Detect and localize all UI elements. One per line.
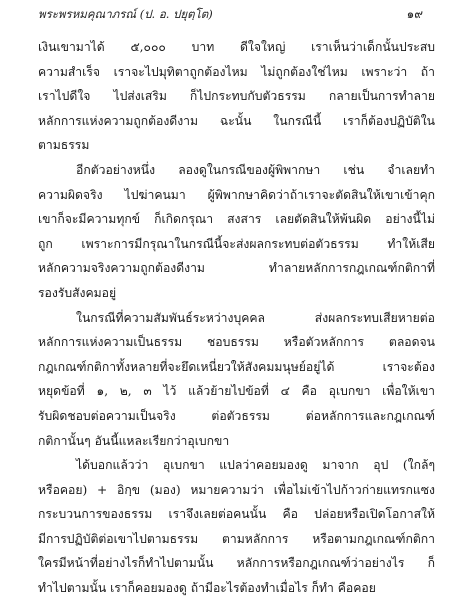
text-line: ความสำเร็จ เราจะไปมุทิตาถูกต้องไหม ไม่ถูกต้องใช่ไหม เพราะว่า ถ้า (38, 64, 435, 79)
paragraph (38, 35, 435, 158)
text-line: ตามธรรม (38, 138, 90, 153)
text-line: รองรับสังคมอยู่ (38, 285, 117, 300)
paragraph (38, 306, 435, 454)
text-line: กติกานั้นๆ อันนี้แหละเรียกว่าอุเบกขา (38, 433, 230, 448)
running-header (38, 5, 423, 23)
text-line: หลักการแห่งความเป็นธรรม ชอบธรรม หรือตัวหลักการ ตลอดจน (38, 335, 435, 350)
text-line: ได้บอกแล้วว่า อุเบกขา แปลว่าคอยมองดู มาจาก อุป (ใกล้ๆ (76, 458, 435, 473)
text-line: รับผิดชอบต่อความเป็นจริง ต่อตัวธรรม ต่อหลักการและกฎเกณฑ์ (38, 408, 435, 423)
text-line: ใครมีหน้าที่อย่างไรก็ทำไปตามนั้น หลักการหรือกฎเกณฑ์ว่าอย่างไร ก็ (38, 556, 435, 571)
text-line: เงินเขามาได้ ๕,๐๐๐ บาท ดีใจใหญ่ เราเห็นว่าเด็กนั้นประสบ (38, 40, 435, 54)
running-header-title: พระพรหมคุณาภรณ์ (ป. อ. ปยุตฺโต) (38, 7, 213, 21)
body-text (38, 35, 435, 601)
paragraph (38, 158, 435, 306)
text-line: ความผิดจริง ไปฆ่าคนมา ผู้พิพากษาคิดว่าถ้าเราจะตัดสินให้เขาเข้าคุก (38, 187, 435, 202)
paragraph (38, 453, 435, 601)
text-line: หลักความจริงความถูกต้องดีงาม ทำลายหลักการกฎเกณฑ์กติกาที่ (38, 261, 435, 276)
text-line: เราไปดีใจ ไปส่งเสริม ก็ไปกระทบกับตัวธรรม กลายเป็นการทำลาย (38, 89, 435, 104)
text-line: เขาก็จะมีความทุกข์ ก็เกิดกรุณา สงสาร เลยตัดสินให้พ้นผิด อย่างนี้ไม่ (38, 212, 435, 227)
text-line: ทำไปตามนั้น เราก็คอยมองดู ถ้ามีอะไรต้องทำเมื่อไร ก็ทำ คือคอย (38, 581, 376, 596)
text-line: อีกตัวอย่างหนึ่ง ลองดูในกรณีของผู้พิพากษา เช่น จำเลยทำ (76, 162, 435, 177)
text-line: มีการปฏิบัติต่อเขาไปตามธรรม ตามหลักการ หรือตามกฎเกณฑ์กติกา (38, 531, 435, 546)
text-line: กระบวนการของธรรม เราจึงเลยต่อคนนั้น คือ ปล่อยหรือเปิดโอกาสให้ (38, 507, 435, 522)
text-line: ในกรณีที่ความสัมพันธ์ระหว่างบุคคล ส่งผลกระทบเสียหายต่อ (76, 310, 435, 325)
text-line: หรือคอย) + อิกฺข (มอง) หมายความว่า เพื่อไม่เข้าไปก้าวก่ายแทรกแซง (38, 482, 435, 497)
text-line: หยุดข้อที่ ๑, ๒, ๓ ไว้ แล้วย้ายไปข้อที่ ๔ คือ อุเบกขา เพื่อให้เขา (38, 384, 435, 399)
text-line: ถูก เพราะการมีกรุณาในกรณีนี้จะส่งผลกระทบต่อตัวธรรม ทำให้เสีย (38, 236, 435, 251)
text-line: หลักการแห่งความถูกต้องดีงาม ฉะนั้น ในกรณีนี้ เราก็ต้องปฏิบัติใน (38, 113, 435, 128)
page-number: ๑๙ (406, 7, 423, 21)
text-line: กฎเกณฑ์กติกาทั้งหลายที่จะยึดเหนี่ยวให้สังคมมนุษย์อยู่ได้ เราจะต้อง (38, 359, 435, 374)
